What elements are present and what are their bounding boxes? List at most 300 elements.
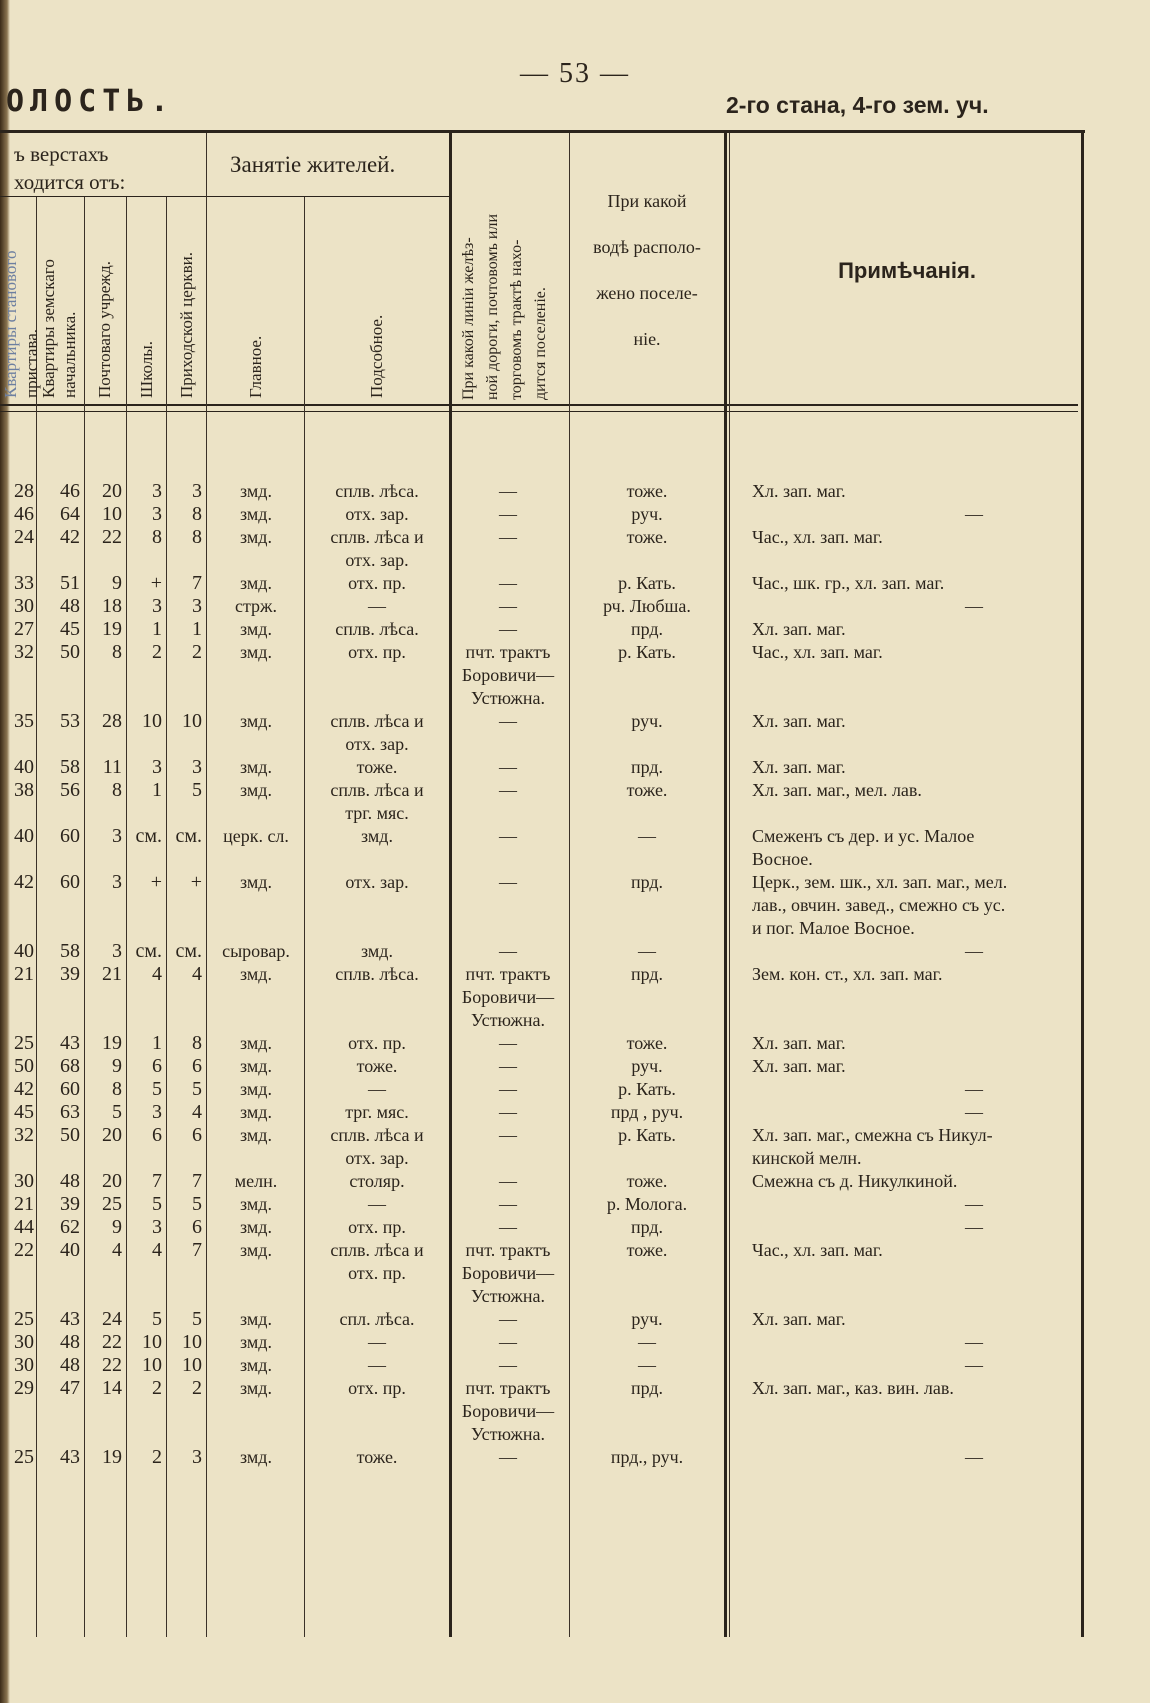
dist-school: 1 [152,618,162,640]
dist-school: 6 [152,1124,162,1146]
road-cell: Устюжна. [471,688,545,708]
dist-zemskago: 62 [60,1216,80,1238]
road-cell: — [499,1447,517,1467]
dist-school: 3 [152,480,162,502]
occupation-main: змд. [240,1033,272,1053]
occupation-main: змд. [240,964,272,984]
road-cell: — [499,1194,517,1214]
dist-zemskago: 40 [60,1239,80,1261]
table-row [0,825,1090,871]
dist-zemskago: 48 [60,595,80,617]
road-cell: Устюжна. [471,1424,545,1444]
dist-zemskago: 64 [60,503,80,525]
dist-pristava: 25 [14,1446,34,1468]
dist-church: 5 [192,1193,202,1215]
note-cell: — [965,1194,983,1214]
col-head-tserkvi: Приходской церкви. [177,252,196,398]
col-head-stanovogo [0,208,41,398]
col-head-shkoly: Школы. [137,341,156,398]
occupation-aux: тоже. [356,1447,398,1467]
dist-pristava: 44 [14,1216,34,1238]
occupation-main: змд. [240,757,272,777]
water-cell: прд. [630,1217,664,1237]
note-cell: Зем. кон. ст., хл. зап. маг. [752,964,943,984]
occupation-aux: отх. зар. [345,550,409,570]
dist-pochta: 3 [112,825,122,847]
dist-pochta: 3 [112,871,122,893]
water-cell: прд. [630,619,664,639]
table-row [0,940,1090,963]
occupation-aux: трг. мяс. [345,803,409,823]
table-row [0,1377,1090,1446]
occupation-main: змд. [240,711,272,731]
dist-pochta: 18 [102,595,122,617]
table-row [0,1354,1090,1377]
dist-pochta: 19 [102,1446,122,1468]
occupation-aux: столяр. [349,1171,405,1191]
dist-zemskago: 60 [60,1078,80,1100]
table-row [0,963,1090,1032]
col-head-pochtovago: Почтоваго учрежд. [95,261,114,398]
occupation-aux: отх. пр. [348,1263,406,1283]
water-cell: прд. [630,757,664,777]
water-cell: прд , руч. [610,1102,684,1122]
water-cell: тоже. [626,780,668,800]
road-cell: Боровичи— [461,1263,555,1283]
dist-zemskago: 43 [60,1446,80,1468]
dist-church: 10 [182,710,202,732]
occupation-aux: отх. зар. [345,1148,409,1168]
dist-church: 5 [192,1308,202,1330]
dist-pristava: 30 [14,595,34,617]
water-cell: р. Кать. [618,1079,676,1099]
dist-church: 2 [192,1377,202,1399]
note-cell: — [965,941,983,961]
note-cell: Хл. зап. маг. [752,619,846,639]
occupation-main: змд. [240,481,272,501]
road-cell: Устюжна. [471,1010,545,1030]
dist-school: + [150,871,162,893]
dist-church: 8 [192,503,202,525]
col-head-pristava: пристава. [22,328,41,398]
dist-school: + [150,572,162,594]
dist-pristava: 30 [14,1331,34,1353]
col-head-podsobnoe: Подсобное. [367,314,386,398]
occupation-aux: сплв. лѣса и [330,1240,424,1260]
water-cell: — [638,826,656,846]
note-cell: Смеженъ съ дер. и ус. Малое [752,826,975,846]
dist-school: 4 [152,963,162,985]
dist-church: 1 [192,618,202,640]
dist-zemskago: 48 [60,1170,80,1192]
road-cell: — [499,1332,517,1352]
occupation-group-heading: Занятіе жителей. [230,152,396,177]
water-cell: тоже. [626,481,668,501]
dist-school: 10 [142,1331,162,1353]
dist-pochta: 20 [102,1124,122,1146]
occupation-aux: сплв. лѣса. [335,964,419,984]
dist-school: 2 [152,641,162,663]
occupation-aux: — [368,1355,386,1375]
occupation-main: змд. [240,1079,272,1099]
note-cell: Хл. зап. маг., мел. лав. [752,780,922,800]
dist-pochta: 19 [102,618,122,640]
water-cell: р. Молога. [606,1194,688,1214]
note-cell: лав., овчин. завед., смежно съ ус. [752,895,1006,915]
note-cell: Хл. зап. маг., смежна съ Никул- [752,1125,993,1145]
road-cell: пчт. трактъ [465,964,551,984]
occupation-main: змд. [240,1125,272,1145]
dist-school: см. [135,825,162,847]
dist-pristava: 32 [14,641,34,663]
dist-school: 1 [152,1032,162,1054]
note-cell: Хл. зап. маг. [752,711,846,731]
dist-pochta: 8 [112,1078,122,1100]
dist-pochta: 19 [102,1032,122,1054]
road-cell: Боровичи— [461,987,555,1007]
occupation-aux: отх. пр. [348,642,406,662]
dist-church: 6 [192,1124,202,1146]
dist-pristava: 21 [14,963,34,985]
dist-pristava: 22 [14,1239,34,1261]
occupation-aux: отх. пр. [348,573,406,593]
occupation-main: змд. [240,1309,272,1329]
dist-church: 6 [192,1055,202,1077]
water-cell: р. Кать. [618,1125,676,1145]
occupation-main: змд. [240,1194,272,1214]
dist-zemskago: 47 [60,1377,80,1399]
occupation-main: змд. [240,573,272,593]
dist-zemskago: 68 [60,1055,80,1077]
dist-church: 3 [192,595,202,617]
occupation-main: змд. [240,1378,272,1398]
dist-pochta: 22 [102,1354,122,1376]
road-cell: — [499,1217,517,1237]
note-cell: — [965,1217,983,1237]
header-bottom-rule [0,404,1078,406]
road-cell: Боровичи— [461,665,555,685]
road-cell: — [499,596,517,616]
note-cell: Хл. зап. маг. [752,1033,846,1053]
dist-pristava: 42 [14,871,34,893]
table-row [0,871,1090,940]
road-cell: — [499,481,517,501]
dist-school: 10 [142,1354,162,1376]
dist-pochta: 4 [112,1239,122,1261]
dist-school: 7 [152,1170,162,1192]
table-row [0,1216,1090,1239]
section-title: ОЛОСТЬ. [6,84,175,119]
table-row [0,779,1090,825]
dist-pochta: 9 [112,1216,122,1238]
water-cell: р. Кать. [618,642,676,662]
water-cell: прд. [630,872,664,892]
water-cell: прд. [630,1378,664,1398]
note-cell: — [965,1355,983,1375]
note-cell: Хл. зап. маг. [752,1309,846,1329]
dist-pochta: 22 [102,1331,122,1353]
occupation-aux: — [368,1194,386,1214]
dist-pristava: 45 [14,1101,34,1123]
water-cell: тоже. [626,1033,668,1053]
water-cell: — [638,1355,656,1375]
note-cell: Смежна съ д. Никулкиной. [752,1171,958,1191]
note-cell: — [965,1102,983,1122]
dist-church: 10 [182,1354,202,1376]
occupation-main: мелн. [234,1171,278,1191]
occupation-main: змд. [240,642,272,662]
dist-church: 8 [192,1032,202,1054]
dist-pochta: 8 [112,641,122,663]
page-number: — 53 — [520,58,630,89]
dist-school: 3 [152,595,162,617]
road-cell: — [499,619,517,639]
water-cell: руч. [631,1056,663,1076]
dist-pristava: 33 [14,572,34,594]
dist-pristava: 40 [14,940,34,962]
occupation-main: змд. [240,872,272,892]
road-cell: — [499,872,517,892]
table-row [0,1032,1090,1055]
dist-zemskago: 48 [60,1354,80,1376]
occupation-aux: отх. зар. [345,734,409,754]
table-row [0,1101,1090,1124]
dist-zemskago: 45 [60,618,80,640]
col-head-glavnoe: Главное. [246,335,265,398]
dist-pristava: 38 [14,779,34,801]
dist-school: 5 [152,1193,162,1215]
dist-church: 3 [192,480,202,502]
table-row [0,1446,1090,1469]
dist-pristava: 28 [14,480,34,502]
road-cell: пчт. трактъ [465,642,551,662]
dist-school: 3 [152,1216,162,1238]
occupation-main: змд. [240,1102,272,1122]
col-head-water-line: жено поселе- [596,283,698,303]
dist-school: 3 [152,756,162,778]
note-cell: — [965,504,983,524]
occupation-main: змд. [240,1355,272,1375]
dist-zemskago: 48 [60,1331,80,1353]
occupation-aux: отх. зар. [345,872,409,892]
dist-pochta: 5 [112,1101,122,1123]
dist-zemskago: 42 [60,526,80,548]
water-cell: — [638,941,656,961]
dist-school: 10 [142,710,162,732]
dist-pochta: 9 [112,1055,122,1077]
dist-pristava: 40 [14,756,34,778]
road-cell: — [499,711,517,731]
dist-church: + [190,871,202,893]
occupation-aux: трг. мяс. [345,1102,409,1122]
dist-school: 5 [152,1308,162,1330]
water-cell: руч. [631,1309,663,1329]
occupation-aux: сплв. лѣса. [335,619,419,639]
note-cell: Хл. зап. маг., каз. вин. лав. [752,1378,954,1398]
note-cell: Час., шк. гр., хл. зап. маг. [752,573,945,593]
table-row [0,526,1090,572]
dist-church: 4 [192,1101,202,1123]
dist-pochta: 10 [102,503,122,525]
dist-pochta: 20 [102,1170,122,1192]
road-cell: — [499,1033,517,1053]
dist-zemskago: 50 [60,641,80,663]
dist-zemskago: 58 [60,940,80,962]
occupation-aux: отх. зар. [345,504,409,524]
dist-pristava: 50 [14,1055,34,1077]
col-head-notes: Примѣчанія. [838,258,976,283]
occupation-main: змд. [240,1447,272,1467]
dist-church: 5 [192,779,202,801]
col-head-water [572,178,722,362]
col-head-stanovogo-top: Квартиры станового [1,250,20,398]
occupation-aux: змд. [361,941,393,961]
water-cell: рч. Любша. [603,596,691,616]
dist-school: 2 [152,1377,162,1399]
note-cell: Хл. зап. маг. [752,481,846,501]
dist-pochta: 3 [112,940,122,962]
road-cell: пчт. трактъ [465,1378,551,1398]
dist-zemskago: 63 [60,1101,80,1123]
dist-pristava: 25 [14,1032,34,1054]
dist-pristava: 30 [14,1170,34,1192]
dist-pristava: 21 [14,1193,34,1215]
road-cell: — [499,1056,517,1076]
road-cell: — [499,780,517,800]
water-cell: тоже. [626,1171,668,1191]
occupation-aux: отх. пр. [348,1033,406,1053]
dist-pochta: 9 [112,572,122,594]
dist-pochta: 28 [102,710,122,732]
occupation-aux: отх. пр. [348,1378,406,1398]
table-row [0,1239,1090,1308]
water-cell: руч. [631,711,663,731]
water-cell: р. Кать. [618,573,676,593]
dist-pristava: 32 [14,1124,34,1146]
note-cell: — [965,1079,983,1099]
road-cell: — [499,1171,517,1191]
table-row [0,756,1090,779]
note-cell: — [965,596,983,616]
note-cell: Церк., зем. шк., хл. зап. маг., мел. [752,872,1008,892]
table-row [0,710,1090,756]
table-row [0,618,1090,641]
water-cell: прд., руч. [610,1447,684,1467]
dist-pochta: 8 [112,779,122,801]
dist-zemskago: 50 [60,1124,80,1146]
dist-school: 3 [152,503,162,525]
dist-zemskago: 46 [60,480,80,502]
note-cell: — [965,1447,983,1467]
dist-school: 2 [152,1446,162,1468]
note-cell: Час., хл. зап. маг. [752,527,883,547]
table-row [0,572,1090,595]
road-cell: пчт. трактъ [465,1240,551,1260]
col-head-water-line: водѣ располо- [593,237,701,257]
dist-school: 1 [152,779,162,801]
distance-group-heading: ъ верстахъ ходится отъ: [14,142,126,194]
occupation-main: змд. [240,1056,272,1076]
occupation-aux: спл. лѣса. [339,1309,415,1329]
table-row [0,1308,1090,1331]
road-cell: — [499,941,517,961]
water-cell: — [638,1332,656,1352]
water-cell: тоже. [626,527,668,547]
dist-zemskago: 60 [60,871,80,893]
note-cell: кинской мелн. [752,1148,862,1168]
table-top-rule [0,130,1085,133]
dist-zemskago: 53 [60,710,80,732]
note-cell: Восное. [752,849,813,869]
col-head-zemskago: Квартиры земскаго начальника. [39,259,79,398]
dist-zemskago: 58 [60,756,80,778]
col-head-water-line: ніе. [633,329,661,349]
dist-church: см. [175,940,202,962]
occupation-aux: — [368,1332,386,1352]
occupation-aux: змд. [361,826,393,846]
dist-school: 6 [152,1055,162,1077]
dist-church: 6 [192,1216,202,1238]
road-cell: — [499,1102,517,1122]
dist-school: 3 [152,1101,162,1123]
road-cell: — [499,826,517,846]
col-head-road: При какой линіи желѣз- ной дороги, почтовомъ или торговомъ трактѣ нахо- дится поселеніе. [460,213,549,400]
table-row [0,595,1090,618]
dist-pochta: 11 [102,756,122,778]
occupation-main: змд. [240,780,272,800]
road-cell: Устюжна. [471,1286,545,1306]
table-row [0,1170,1090,1193]
note-cell: Хл. зап. маг. [752,1056,846,1076]
table-row [0,1124,1090,1170]
occupation-aux: — [368,1079,386,1099]
distance-group-underline [0,196,206,197]
dist-pochta: 22 [102,526,122,548]
occupation-main: змд. [240,504,272,524]
occupation-main: змд. [240,527,272,547]
dist-pristava: 42 [14,1078,34,1100]
occupation-main: змд. [240,1217,272,1237]
road-cell: — [499,1309,517,1329]
occupation-main: сыровар. [222,941,290,961]
dist-school: см. [135,940,162,962]
dist-zemskago: 60 [60,825,80,847]
dist-pristava: 35 [14,710,34,732]
table-row [0,1193,1090,1216]
dist-church: 2 [192,641,202,663]
dist-pochta: 21 [102,963,122,985]
dist-zemskago: 43 [60,1308,80,1330]
col-head-water-line: При какой [607,191,687,211]
road-cell: Боровичи— [461,1401,555,1421]
dist-church: см. [175,825,202,847]
table-row [0,1078,1090,1101]
occupation-aux: сплв. лѣса и [330,711,424,731]
occupation-aux: отх. пр. [348,1217,406,1237]
road-cell: — [499,527,517,547]
occupation-aux: сплв. лѣса. [335,481,419,501]
dist-school: 4 [152,1239,162,1261]
table-row [0,1331,1090,1354]
occupation-aux: тоже. [356,757,398,777]
header-bottom-rule-2 [0,411,1078,412]
occupation-main: змд. [240,1332,272,1352]
occupation-aux: сплв. лѣса и [330,527,424,547]
road-cell: — [499,1125,517,1145]
dist-pochta: 20 [102,480,122,502]
water-cell: прд. [630,964,664,984]
dist-pristava: 30 [14,1354,34,1376]
